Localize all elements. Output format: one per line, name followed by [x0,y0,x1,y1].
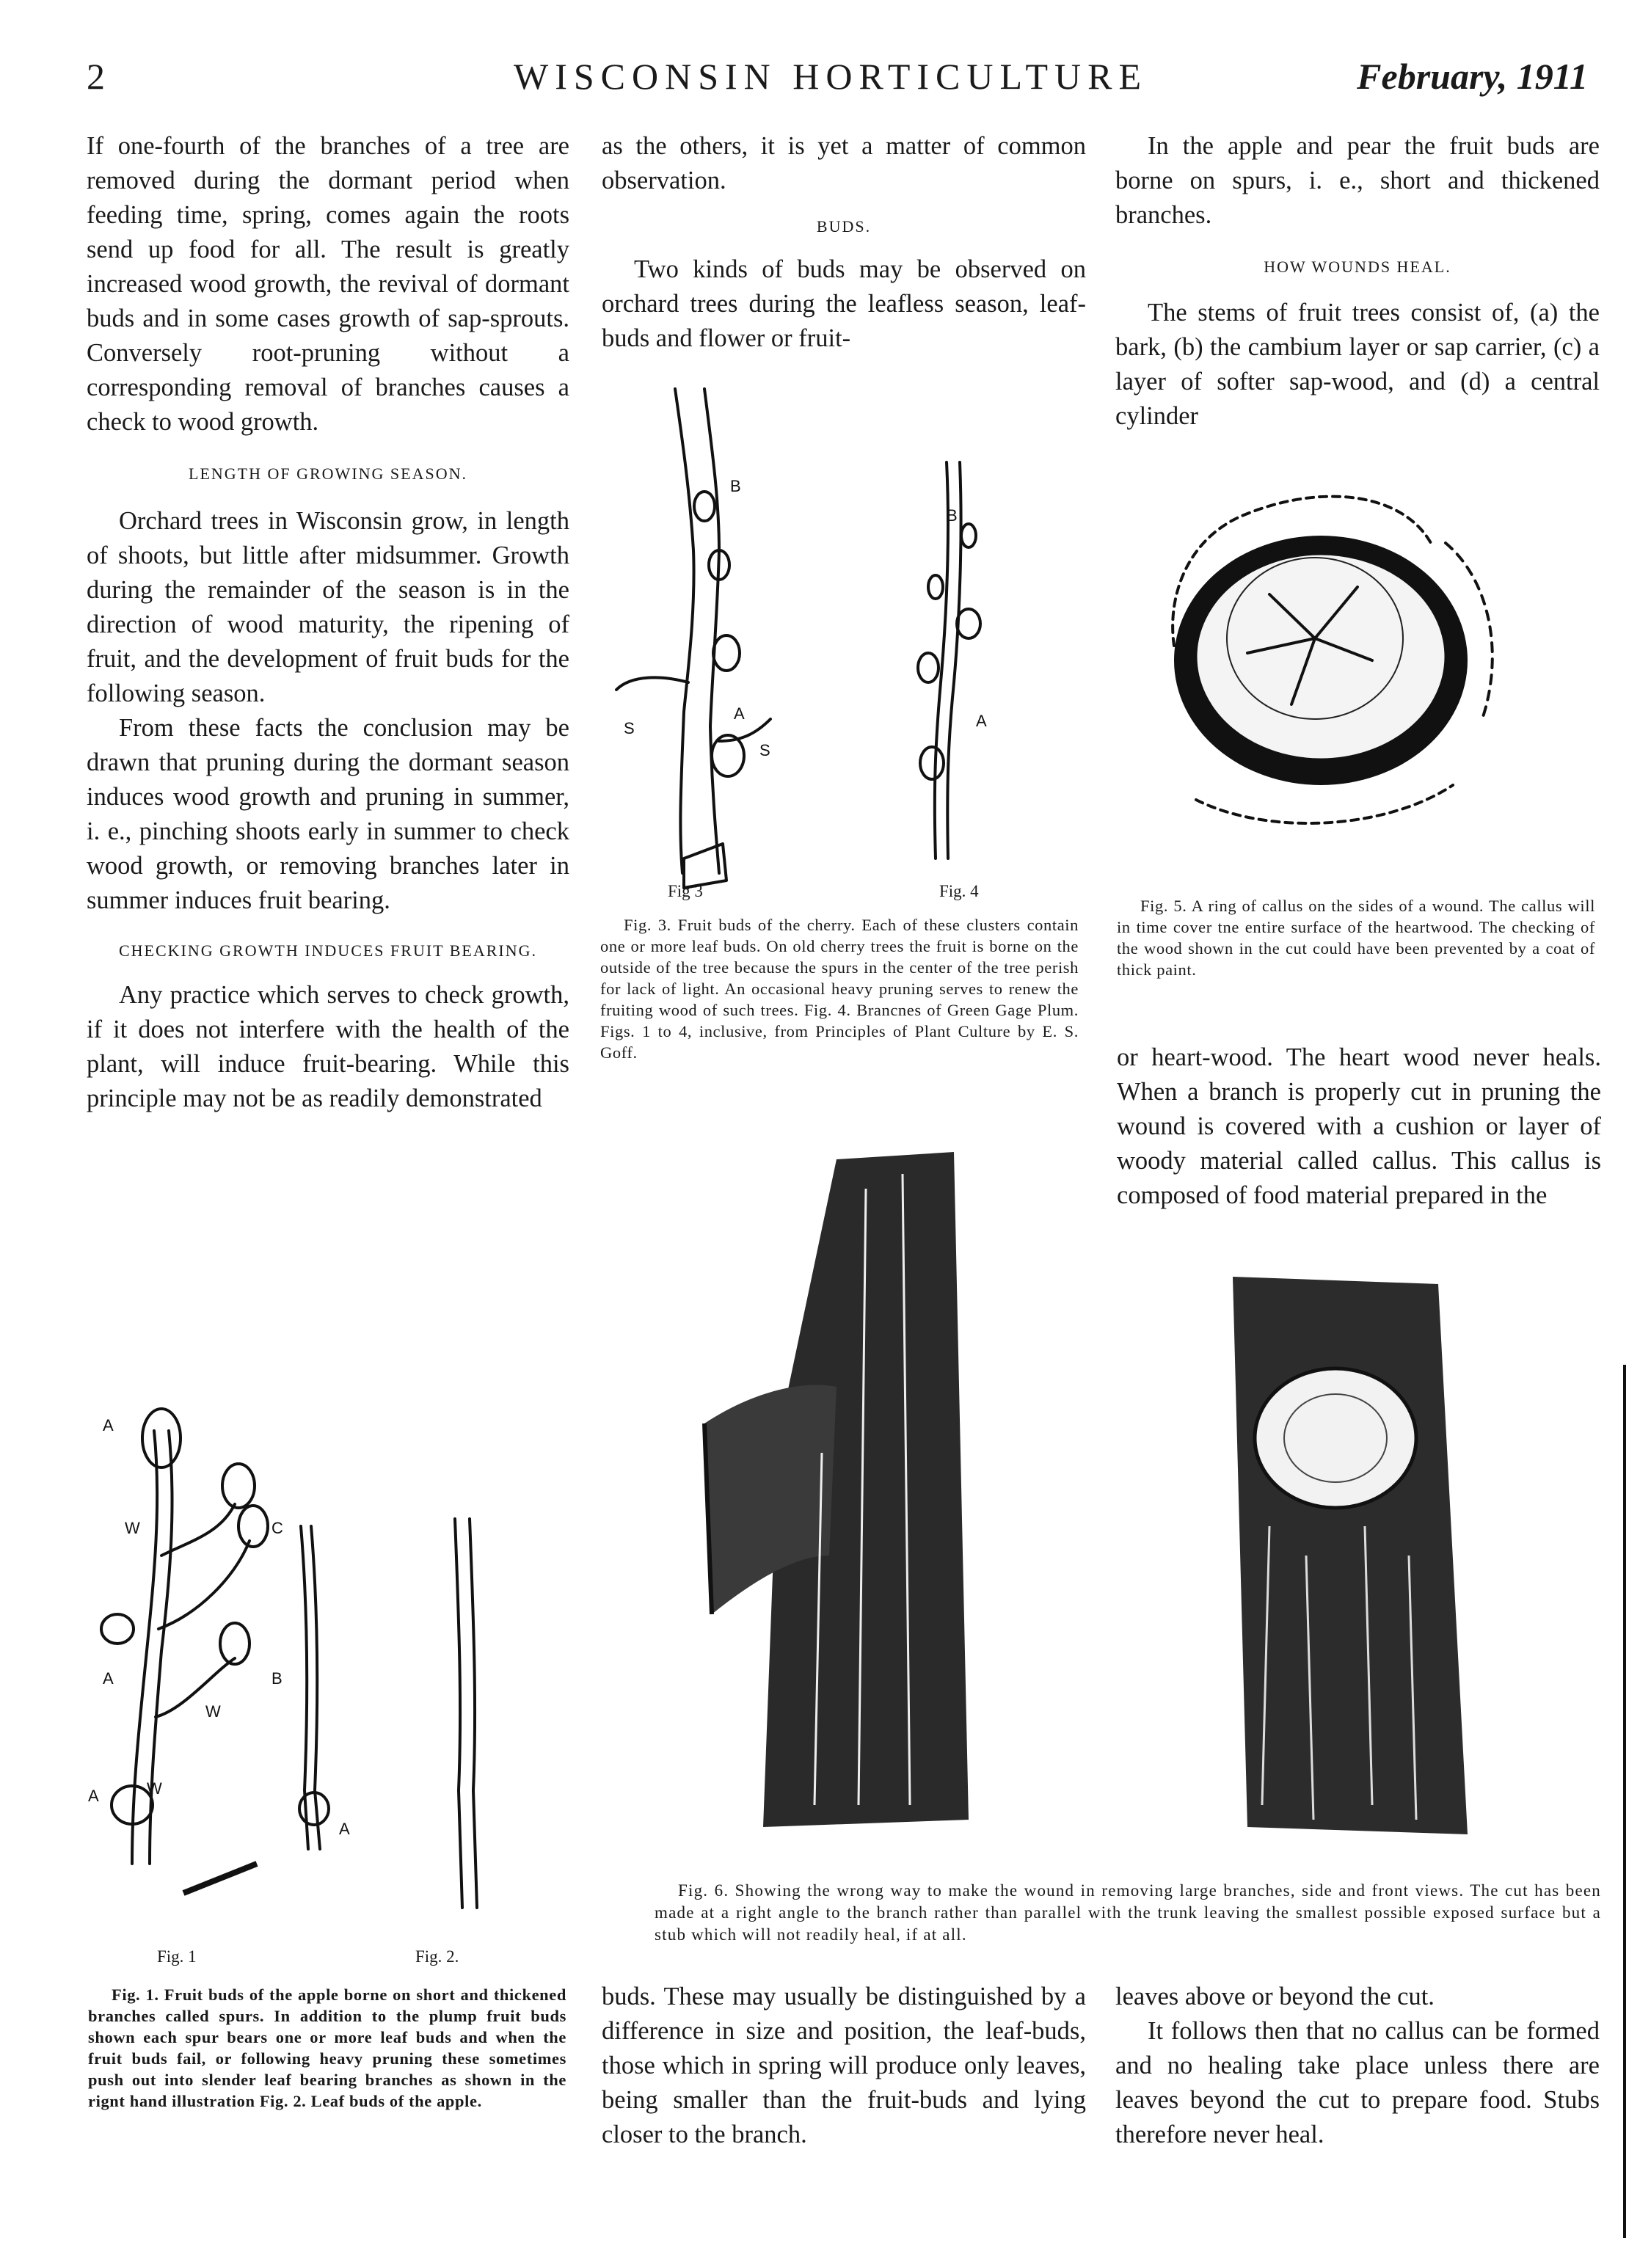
column-2 [602,129,1086,356]
fig1-fruit-bud [222,1464,255,1508]
heading-length-of-growing-season: LENGTH OF GROWING SEASON. [189,464,467,483]
page-number: 2 [87,56,105,97]
col2-paragraph-2: Two kinds of buds may be observed on orchard trees during the leafless season, leaf-buds and flower or fruit- [602,255,1086,352]
heading-how-wounds-heal: HOW WOUNDS HEAL. [1264,258,1451,276]
fig2a-letter-a: A [339,1820,350,1838]
fig1-letter-w: W [125,1519,140,1537]
fig3-fig4-illustration [602,374,1042,888]
col3-paragraph-2: The stems of fruit trees consist of, (a) the bark, (b) the cambium layer or sap carrier, (c) a layer of softer sap-wood, and (d) a central cylinder [1115,299,1600,430]
fig1-letter-a3: A [88,1787,99,1805]
fig1-ground-stroke [183,1864,257,1893]
fig2-stem-outline [470,1519,477,1908]
fig6-illustration [690,1145,1614,1849]
col3-bottom-paragraph-2: It follows then that no callus can be formed and no healing take place unless there are leaves beyond the cut to prepare food. Stubs therefore never heal. [1115,2017,1600,2148]
fig1-fig2-illustration [88,1394,558,1937]
fig3-4-caption: Fig. 3. Fruit buds of the cherry. Each of these clusters contain one or more leaf buds. On old cherry trees the fruit is borne on the outside of the tree because the spurs in the center of the tree perish for lack of light. An occasional heavy pruning serves to renew the fruiting wood of such trees. Fig. 4. Brancnes of Green Gage Plum. Figs. 1 to 4, inclusive, from Principles of Plant Culture by E. S. Goff. [600,916,1079,1062]
col1-paragraph-4: Any practice which serves to check growth, if it does not interfere with the health of the plant, will induce fruit-bearing. While this principle may not be as readily demonstrated [87,981,569,1112]
fig2a-letter-b: B [271,1669,283,1688]
fig1-letter-w3: W [147,1779,162,1798]
fig1-spur [156,1658,235,1717]
fig3-letter-s2: S [759,741,770,759]
journal-title: WISCONSIN HORTICULTURE [514,56,1148,97]
fig3-stem [675,389,694,873]
col3-paragraph-1: In the apple and pear the fruit buds are borne on spurs, i. e., short and thickened branches. [1115,132,1600,229]
heading-buds: BUDS. [816,217,872,236]
fig4-bud [918,653,939,682]
fig6-front-stub-face [1255,1368,1416,1508]
fig5-illustration [1123,470,1592,880]
col3-paragraph-3: or heart-wood. The heart wood never heals. When a branch is properly cut in pruning the wound is covered with a cushion or layer of woody material called callus. This callus is composed of food material prepared in the [1117,1043,1601,1209]
col1-paragraph-3: From these facts the conclusion may be drawn that pruning during the dormant season induces wood growth and pruning in summer, i. e., pinching shoots early in summer to check wood growth, or removing branches later in summer induces fruit bearing. [87,714,569,914]
fig4-bud [957,609,980,638]
fig5-heartwood [1196,554,1446,759]
fig4-letter-b: B [947,506,958,525]
fig3-spur-left [616,677,688,690]
fig4-letter-a: A [976,712,987,730]
fig1-letter-w2: W [205,1702,221,1721]
fig3-letter-b: B [730,477,741,495]
fig1-letter-a2: A [103,1669,114,1688]
fig1-stem [132,1431,157,1864]
fig2a-letter-c: C [271,1519,283,1537]
fig3-letter-a: A [734,704,745,723]
col2-paragraph-1: as the others, it is yet a matter of common observation. [602,132,1086,194]
fig3-stem-outline [704,389,719,873]
fig2a-stem-outline [311,1526,320,1849]
fig5-caption: Fig. 5. A ring of callus on the sides of a wound. The callus will in time cover tne entire surface of the heartwood. The checking of the wood shown in the cut could have been prevented by a coat of thick paint. [1117,897,1595,979]
fig1-2-caption: Fig. 1. Fruit buds of the apple borne on short and thickened branches called spurs. In addition to the plump fruit buds shown each spur bears one or more leaf buds and when the fruit buds fail, or following heavy pruning these sometimes push out into slender leaf bearing branches as shown in the rignt hand illustration Fig. 2. Leaf buds of the apple. [88,1986,566,2110]
fig4-bud [928,575,943,599]
fig1-label: Fig. 1 [157,1947,197,1966]
page-edge-line [1623,1365,1626,2238]
fig3-bud [694,492,715,521]
column-3 [1115,129,1600,434]
col3-bottom [1115,1980,1600,2152]
fig3-spur-right [719,719,770,741]
col2-bottom-paragraph: buds. These may usually be distinguished by a difference in size and position, the leaf-buds, those which in spring will produce only leaves, being smaller than the fruit-buds and lying closer to the branch. [602,1983,1086,2148]
fig4-bud [920,747,944,779]
fig5-bark-hatching [1196,785,1453,823]
fig3-letter-s: S [624,719,635,737]
fig6-caption: Fig. 6. Showing the wrong way to make the wound in removing large branches, side and front views. The cut has been made at a right angle to the branch rather than parallel with the trunk leaving the smallest possible exposed surface but a stub which will not readily heal, if at all. [655,1881,1601,1944]
fig1-leaf-bud [101,1614,134,1644]
issue-date: February, 1911 [1357,56,1588,97]
heading-checking-growth: CHECKING GROWTH INDUCES FRUIT BEARING. [119,941,537,960]
col1-paragraph-2: Orchard trees in Wisconsin grow, in length of shoots, but little after midsummer. Growth during the remainder of the season is in the direction of wood maturity, the ripening of fruit, and the development of fruit buds for the following season. [87,507,569,707]
fig2-stem [455,1519,462,1908]
fig1-spur [158,1541,249,1629]
fig2-label: Fig. 2. [415,1947,459,1966]
fig1-fruit-bud [238,1506,268,1547]
column-1 [87,129,569,1116]
fig1-fruit-bud [142,1409,181,1467]
fig3-cut-end [684,844,726,888]
fig1-letter-a: A [103,1416,114,1434]
col3-bottom-paragraph-1: leaves above or beyond the cut. [1115,1983,1435,2010]
col1-paragraph-1: If one-fourth of the branches of a tree are removed during the dormant period when feeding time, spring, comes again the roots send up food for all. The result is greatly increased wood growth, the revival of dormant buds and in some cases growth of sap-sprouts. Conversely root-pruning without a corresponding removal of branches causes a check to wood growth. [87,132,569,436]
fig3-bud [713,635,740,671]
fig4-label: Fig. 4 [939,882,979,900]
fig4-bud [961,524,976,547]
fig3-label: Fig 3 [668,882,703,900]
